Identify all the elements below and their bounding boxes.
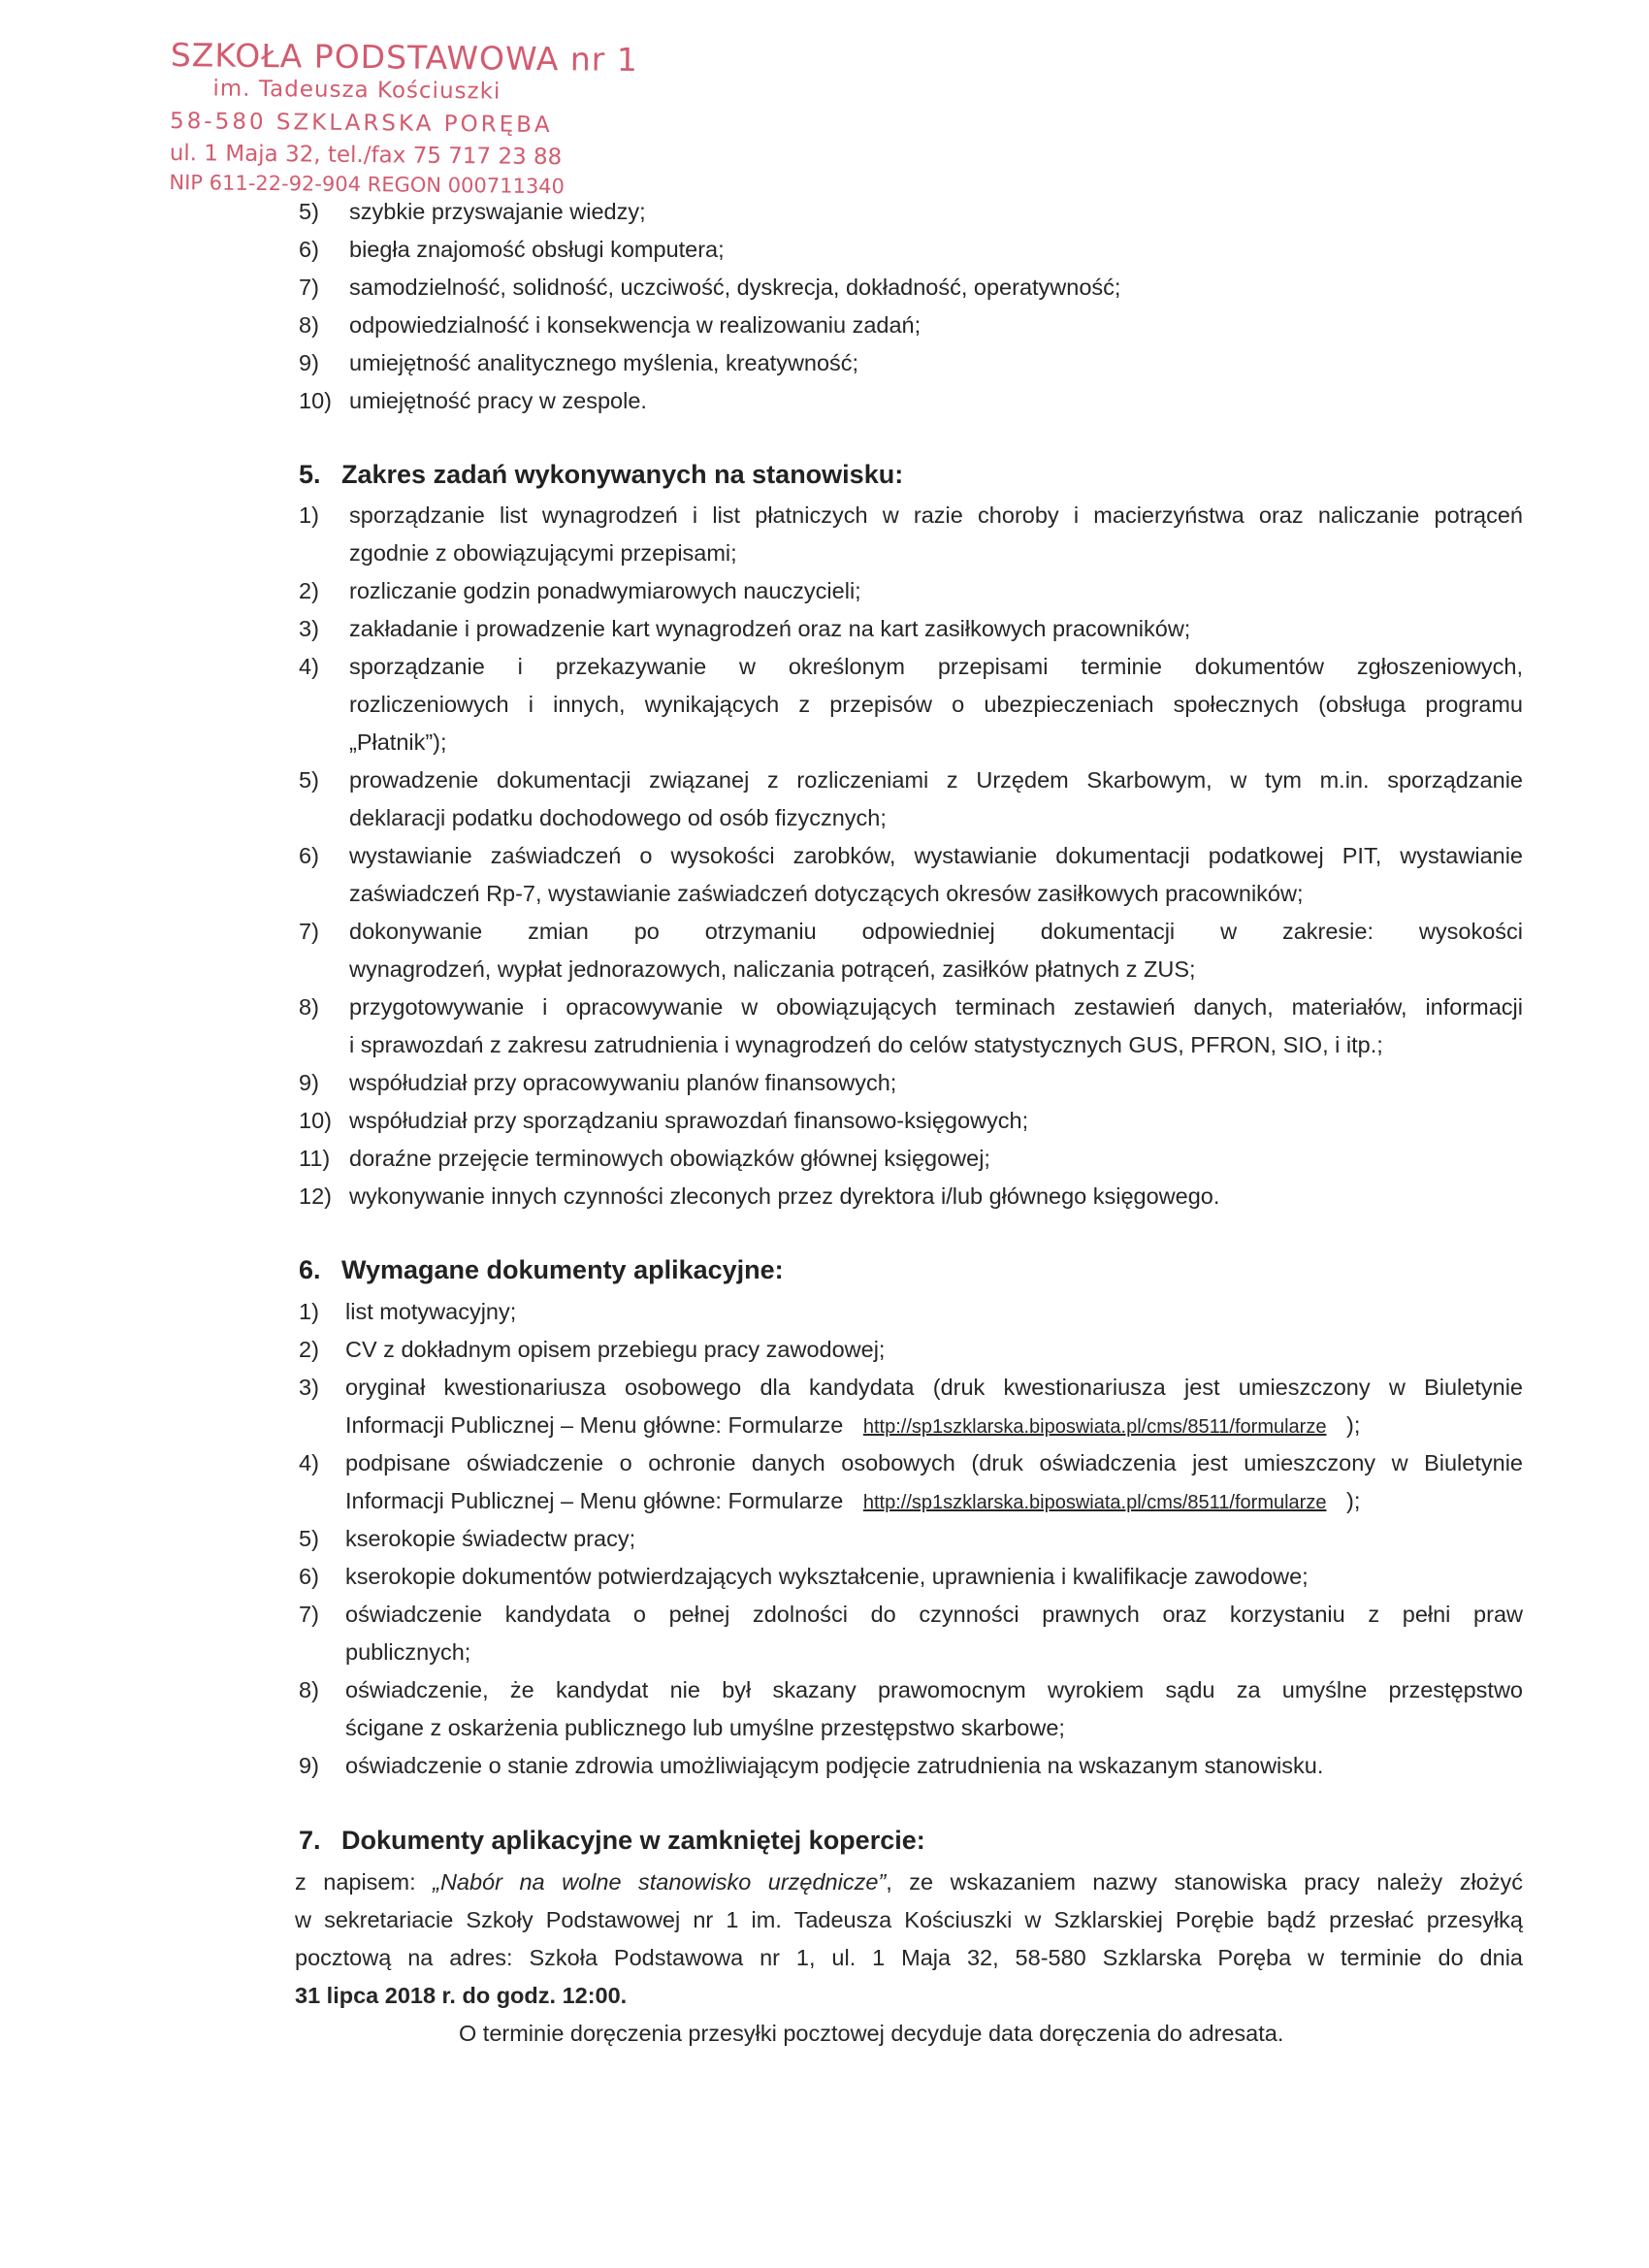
list-number: 8) [299, 994, 319, 1020]
deadline-text: 31 lipca 2018 r. do godz. 12:00. [295, 1983, 628, 2008]
list-number: 8) [299, 312, 319, 338]
formularze-link[interactable]: http://sp1szklarska.biposwiata.pl/cms/8511/formularze [862, 1492, 1327, 1513]
list-number: 3) [299, 616, 319, 641]
list-item-line: dokonywanie zmian po otrzymaniu odpowiedniej dokumentacji w zakresie: wysokości [349, 919, 1523, 944]
text-run: , ze wskazaniem nazwy stanowiska pracy należy złożyć [886, 1869, 1523, 1895]
list-item: umiejętność analitycznego myślenia, kreatywność; [349, 350, 859, 375]
list-item-line: doraźne przejęcie terminowych obowiązków głównej księgowej; [349, 1146, 990, 1171]
list-number: 1) [299, 1299, 319, 1324]
list-item-line: kserokopie dokumentów potwierdzających wykształcenie, uprawnienia i kwalifikacje zawodowe; [345, 1564, 1309, 1589]
section-number: 7. [299, 1826, 321, 1855]
list-item-line: kserokopie świadectw pracy; [345, 1526, 636, 1551]
list-number: 7) [299, 1602, 319, 1627]
section-title: Zakres zadań wykonywanych na stanowisku: [341, 460, 904, 489]
list-item: samodzielność, solidność, uczciwość, dyskrecja, dokładność, operatywność; [349, 275, 1121, 300]
section-7-heading [299, 1828, 925, 1854]
paragraph-line: w sekretariacie Szkoły Podstawowej nr 1 im. Tadeusza Kościuszki w Szklarskiej Porębie bądź przesłać przesyłką [295, 1907, 1523, 1932]
list-item-line: zgodnie z obowiązującymi przepisami; [349, 540, 737, 566]
list-number: 6) [299, 843, 319, 868]
list-item-line: sporządzanie list wynagrodzeń i list płatniczych w razie choroby i macierzyństwa oraz naliczanie potrąceń [349, 502, 1523, 528]
list-item-line: współudział przy opracowywaniu planów finansowych; [349, 1070, 897, 1095]
list-item-line: sporządzanie i przekazywanie w określonym przepisami terminie dokumentów zgłoszeniowych, [349, 654, 1523, 679]
list-item-line: podpisane oświadczenie o ochronie danych osobowych (druk oświadczenia jest umieszczony w Biuletynie [345, 1450, 1523, 1475]
list-item: odpowiedzialność i konsekwencja w realizowaniu zadań; [349, 312, 922, 338]
list-item-line: oświadczenie o stanie zdrowia umożliwiającym podjęcie zatrudnienia na wskazanym stanowisku. [345, 1753, 1324, 1778]
list-item-line: oryginał kwestionariusza osobowego dla kandydata (druk kwestionariusza jest umieszczony w Biuletynie [345, 1375, 1523, 1400]
list-item-line: deklaracji podatku dochodowego od osób fizycznych; [349, 805, 887, 830]
section-title: Dokumenty aplikacyjne w zamkniętej kopercie: [341, 1826, 925, 1855]
list-item-line: list motywacyjny; [345, 1299, 517, 1324]
list-number: 9) [299, 350, 319, 375]
list-number: 11) [299, 1146, 331, 1171]
list-item-line: zakładanie i prowadzenie kart wynagrodzeń oraz na kart zasiłkowych pracowników; [349, 616, 1191, 641]
list-item-line: wykonywanie innych czynności zleconych przez dyrektora i/lub głównego księgowego. [349, 1183, 1220, 1209]
list-number: 9) [299, 1753, 319, 1778]
stamp-line-1: SZKOŁA PODSTAWOWA nr 1 [170, 36, 639, 80]
list-item-line: rozliczanie godzin ponadwymiarowych nauczycieli; [349, 578, 861, 603]
list-number: 2) [299, 1337, 319, 1362]
list-item-line: zaświadczeń Rp-7, wystawianie zaświadczeń dotyczących okresów zasiłkowych pracowników; [349, 881, 1304, 906]
list-item-line: ścigane z oskarżenia publicznego lub umyślne przestępstwo skarbowe; [345, 1715, 1065, 1740]
list-number: 5) [299, 199, 319, 224]
link-prefix: Informacji Publicznej – Menu główne: Formularze [345, 1488, 844, 1513]
list-number: 4) [299, 1450, 319, 1475]
paragraph-line: pocztową na adres: Szkoła Podstawowa nr 1, ul. 1 Maja 32, 58-580 Szklarska Poręba w terminie do dnia [295, 1945, 1523, 1970]
list-item-line: prowadzenie dokumentacji związanej z rozliczeniami z Urzędem Skarbowym, w tym m.in. sporządzanie [349, 767, 1523, 793]
section-6-heading [299, 1257, 784, 1283]
link-suffix: ); [1346, 1488, 1361, 1513]
list-item: biegła znajomość obsługi komputera; [349, 237, 725, 262]
list-item-line: rozliczeniowych i innych, wynikających z przepisów o ubezpieczeniach społecznych (obsługa programu [349, 692, 1523, 717]
list-item: umiejętność pracy w zespole. [349, 388, 647, 413]
list-number: 6) [299, 1564, 319, 1589]
list-number: 7) [299, 919, 319, 944]
delivery-note: O terminie doręczenia przesyłki pocztowej decyduje data doręczenia do adresata. [459, 2021, 1284, 2046]
list-number: 12) [299, 1183, 332, 1209]
list-number: 10) [299, 1108, 332, 1133]
link-prefix: Informacji Publicznej – Menu główne: Formularze [345, 1412, 844, 1438]
stamp-line-4: ul. 1 Maja 32, tel./fax 75 717 23 88 [169, 140, 563, 171]
list-number: 8) [299, 1677, 319, 1702]
list-item-line: i sprawozdań z zakresu zatrudnienia i wynagrodzeń do celów statystycznych GUS, PFRON, SIO, i itp.; [349, 1032, 1383, 1057]
stamp-line-3: 58-580 SZKLARSKA PORĘBA [169, 108, 553, 139]
list-number: 1) [299, 502, 319, 528]
list-number: 4) [299, 654, 319, 679]
stamp-line-5: NIP 611-22-92-904 REGON 000711340 [169, 170, 566, 199]
section-number: 5. [299, 460, 321, 489]
list-item-line [345, 1490, 1360, 1513]
list-number: 3) [299, 1375, 319, 1400]
list-item-line: „Płatnik”); [349, 729, 447, 755]
stamp-line-2: im. Tadeusza Kościuszki [212, 76, 501, 105]
list-item-line: oświadczenie kandydata o pełnej zdolności do czynności prawnych oraz korzystaniu z pełni praw [345, 1602, 1523, 1627]
list-item-line: wynagrodzeń, wypłat jednorazowych, naliczania potrąceń, zasiłków płatnych z ZUS; [349, 956, 1196, 982]
text-run: z napisem: [295, 1869, 434, 1895]
list-number: 5) [299, 1526, 319, 1551]
section-5-heading [299, 462, 903, 488]
section-title: Wymagane dokumenty aplikacyjne: [341, 1255, 784, 1284]
list-item-line: oświadczenie, że kandydat nie był skazany prawomocnym wyrokiem sądu za umyślne przestępstwo [345, 1677, 1523, 1702]
paragraph-line [295, 1871, 1523, 1895]
link-suffix: ); [1346, 1412, 1361, 1438]
list-item-line: CV z dokładnym opisem przebiegu pracy zawodowej; [345, 1337, 886, 1362]
school-stamp [169, 36, 639, 199]
section-number: 6. [299, 1255, 321, 1284]
list-number: 7) [299, 275, 319, 300]
list-item-line: wystawianie zaświadczeń o wysokości zarobków, wystawianie dokumentacji podatkowej PIT, wystawianie [349, 843, 1523, 868]
list-number: 10) [299, 388, 332, 413]
list-item-line: współudział przy sporządzaniu sprawozdań finansowo-księgowych; [349, 1108, 1029, 1133]
list-number: 9) [299, 1070, 319, 1095]
list-number: 5) [299, 767, 319, 793]
list-number: 6) [299, 237, 319, 262]
list-item-line: przygotowywanie i opracowywanie w obowiązujących terminach zestawień danych, materiałów, informacji [349, 994, 1523, 1020]
formularze-link[interactable]: http://sp1szklarska.biposwiata.pl/cms/8511/formularze [862, 1416, 1327, 1438]
list-item: szybkie przyswajanie wiedzy; [349, 199, 646, 224]
list-item-line: publicznych; [345, 1639, 471, 1665]
list-item-line [345, 1414, 1360, 1438]
envelope-label-text: „Nabór na wolne stanowisko urzędnicze” [433, 1869, 887, 1895]
list-number: 2) [299, 578, 319, 603]
